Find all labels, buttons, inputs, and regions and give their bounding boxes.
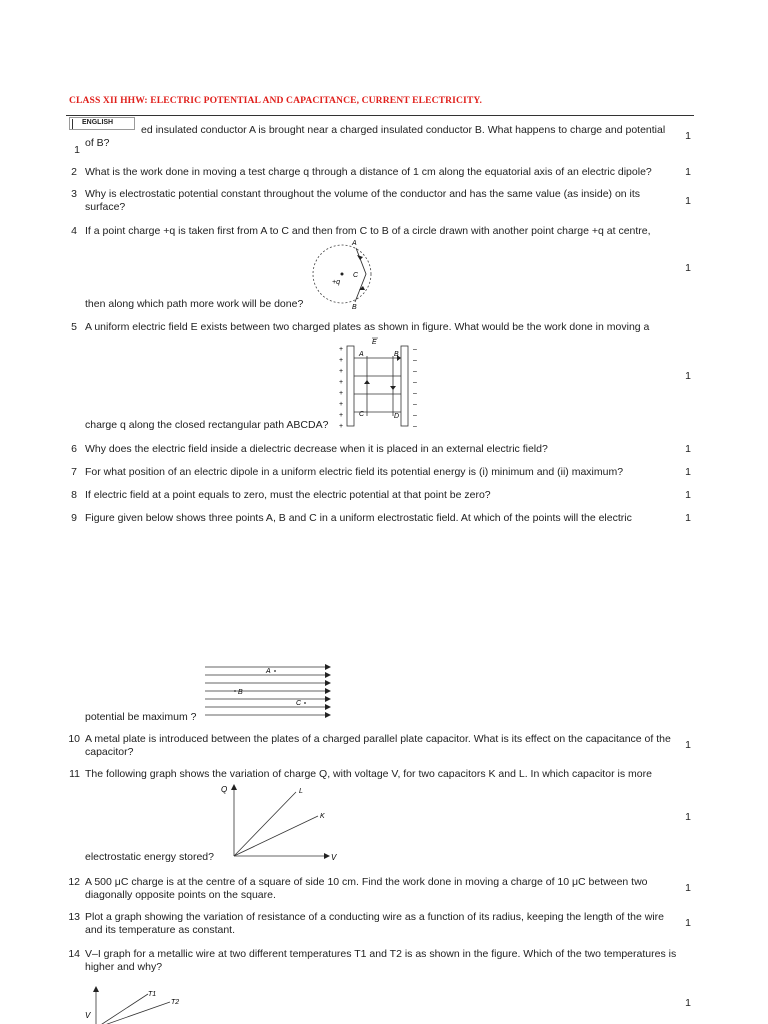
label-C: C bbox=[359, 411, 365, 418]
negative-plate bbox=[401, 346, 408, 426]
label-A: A bbox=[352, 240, 357, 247]
svg-text:–: – bbox=[413, 423, 417, 430]
question-text-line2: then along which path more work will be done? bbox=[85, 298, 304, 310]
plus-signs bbox=[339, 346, 343, 430]
question-text: Plot a graph showing the variation of resistance of a conducting wire as a function of its radius, keeping the length of the wire bbox=[85, 911, 665, 923]
document-title: CLASS XII HHW: ELECTRIC POTENTIAL AND CAPACITANCE, CURRENT ELECTRICITY. bbox=[69, 95, 482, 106]
question-text: For what position of an electric dipole in a uniform electric field its potential energy is (i) minimum and (ii) maximum? bbox=[85, 466, 624, 478]
question-marks: 1 bbox=[685, 443, 691, 455]
point-A bbox=[274, 670, 276, 672]
label-A: A bbox=[359, 351, 364, 358]
svg-text:–: – bbox=[413, 368, 417, 375]
question-text: The following graph shows the variation of charge Q, with voltage V, for two capacitors K and L. In which capacitor is more bbox=[85, 768, 652, 780]
question-marks: 1 bbox=[685, 489, 691, 501]
question-number: 13 bbox=[68, 911, 80, 923]
question-marks: 1 bbox=[685, 997, 691, 1009]
axis-label-V: V bbox=[85, 1011, 91, 1020]
svg-text:+: + bbox=[339, 379, 344, 386]
centre-charge-dot bbox=[341, 273, 344, 276]
svg-text:+: + bbox=[339, 346, 344, 353]
question-text-line2: electrostatic energy stored? bbox=[85, 851, 214, 863]
question-number: 9 bbox=[71, 512, 77, 524]
svg-text:–: – bbox=[413, 412, 417, 419]
label-B: B bbox=[394, 351, 399, 358]
question-marks: 1 bbox=[685, 512, 691, 524]
svg-text:+: + bbox=[339, 423, 344, 430]
line-label-T1: T1 bbox=[148, 991, 157, 998]
field-lines-figure bbox=[203, 664, 335, 720]
question-text-line2: surface? bbox=[85, 201, 126, 213]
question-number: 2 bbox=[71, 166, 77, 178]
question-number: 12 bbox=[68, 876, 80, 888]
arrow-head bbox=[359, 286, 365, 290]
question-text: What is the work done in moving a test charge q through a distance of 1 cm along the equatorial axis of an electric dipole? bbox=[85, 166, 652, 178]
positive-plate bbox=[347, 346, 354, 426]
question-marks: 1 bbox=[685, 882, 691, 894]
svg-text:+: + bbox=[339, 368, 344, 375]
svg-text:+: + bbox=[339, 412, 344, 419]
svg-text:–: – bbox=[413, 390, 417, 397]
arrow-head bbox=[390, 386, 396, 390]
question-text: A metal plate is introduced between the plates of a charged parallel plate capacitor. What is its effect on the capacitance of the bbox=[85, 733, 671, 745]
question-text: V–I graph for a metallic wire at two different temperatures T1 and T2 is as shown in the figure. Which of the two temperatures is bbox=[85, 948, 677, 960]
question-number: 7 bbox=[71, 466, 77, 478]
question-number: 10 bbox=[68, 733, 80, 745]
question-number: 5 bbox=[71, 321, 77, 333]
parallel-plates-figure bbox=[337, 336, 423, 430]
line-T1 bbox=[96, 994, 148, 1024]
svg-text:–: – bbox=[413, 379, 417, 386]
question-text-line2: and its temperature as constant. bbox=[85, 924, 235, 936]
question-text: A uniform electric field E exists between two charged plates as shown in figure. What would be the work done in moving a bbox=[85, 321, 650, 333]
svg-text:–: – bbox=[413, 401, 417, 408]
question-text-line2: charge q along the closed rectangular path ABCDA? bbox=[85, 419, 329, 431]
question-marks: 1 bbox=[685, 811, 691, 823]
svg-text:+: + bbox=[339, 401, 344, 408]
question-number: 8 bbox=[71, 489, 77, 501]
question-number: 14 bbox=[68, 948, 80, 960]
question-text: If a point charge +q is taken first from A to C and then from C to B of a circle drawn with another point charge +q at centre, bbox=[85, 225, 651, 237]
svg-text:+: + bbox=[339, 390, 344, 397]
question-marks: 1 bbox=[685, 262, 691, 274]
question-text-line2: of B? bbox=[85, 137, 110, 149]
question-number: 3 bbox=[71, 188, 77, 200]
svg-text:–: – bbox=[413, 346, 417, 353]
point-B bbox=[234, 690, 236, 692]
question-marks: 1 bbox=[685, 917, 691, 929]
question-marks: 1 bbox=[685, 166, 691, 178]
point-B-label: B bbox=[238, 689, 243, 696]
line-K bbox=[234, 816, 318, 856]
axis-label-Q: Q bbox=[221, 785, 228, 794]
question-text-line2: capacitor? bbox=[85, 746, 134, 758]
label-E: E bbox=[372, 339, 377, 346]
svg-text:+: + bbox=[339, 357, 344, 364]
question-marks: 1 bbox=[685, 466, 691, 478]
minus-signs bbox=[413, 346, 417, 430]
question-text: Figure given below shows three points A, B and C in a uniform electrostatic field. At which of the points will the electric bbox=[85, 512, 632, 524]
label-C: C bbox=[353, 272, 359, 279]
question-text-line2: potential be maximum ? bbox=[85, 711, 197, 723]
question-number: 4 bbox=[71, 225, 77, 237]
question-text: If electric field at a point equals to zero, must the electric potential at that point be zero? bbox=[85, 489, 491, 501]
line-L bbox=[234, 792, 296, 856]
circle-path-figure bbox=[308, 236, 378, 312]
line-label-K: K bbox=[320, 813, 325, 820]
question-text-line2: higher and why? bbox=[85, 961, 163, 973]
point-C-label: C bbox=[296, 700, 302, 707]
v-i-graph bbox=[84, 984, 194, 1024]
question-marks: 1 bbox=[685, 130, 691, 142]
line-label-T2: T2 bbox=[171, 999, 180, 1006]
language-selector[interactable]: ENGLISH bbox=[69, 117, 135, 130]
question-number: 6 bbox=[71, 443, 77, 455]
arrow-head bbox=[324, 853, 330, 859]
arrow-head bbox=[93, 986, 99, 992]
question-text: ed insulated conductor A is brought near a charged insulated conductor B. What happens to charge and potential bbox=[141, 124, 666, 136]
svg-text:–: – bbox=[413, 357, 417, 364]
line-label-L: L bbox=[299, 788, 303, 795]
question-text: A 500 μC charge is at the centre of a square of side 10 cm. Find the work done in moving a charge of 10 μC between two bbox=[85, 876, 648, 888]
question-marks: 1 bbox=[685, 739, 691, 751]
label-B: B bbox=[352, 304, 357, 311]
label-D: D bbox=[394, 413, 400, 420]
question-text: Why does the electric field inside a dielectric decrease when it is placed in an external electric field? bbox=[85, 443, 548, 455]
arrow-head bbox=[231, 784, 237, 790]
q-v-graph bbox=[218, 782, 346, 866]
question-marks: 1 bbox=[685, 370, 691, 382]
arrow-head bbox=[364, 380, 370, 384]
question-number: 11 bbox=[69, 768, 80, 780]
title-divider bbox=[66, 115, 694, 116]
question-text: Why is electrostatic potential constant throughout the volume of the conductor and has the same value (as inside) on its bbox=[85, 188, 641, 200]
label-plus-q: +q bbox=[332, 279, 340, 286]
point-C bbox=[304, 702, 306, 704]
axis-label-V: V bbox=[331, 853, 337, 862]
question-marks: 1 bbox=[685, 195, 691, 207]
question-number: 1 bbox=[74, 144, 80, 156]
arrow-head bbox=[357, 255, 363, 260]
question-text-line2: diagonally opposite points on the square. bbox=[85, 889, 276, 901]
point-A-label: A bbox=[266, 668, 271, 675]
arrow-heads bbox=[325, 664, 331, 718]
